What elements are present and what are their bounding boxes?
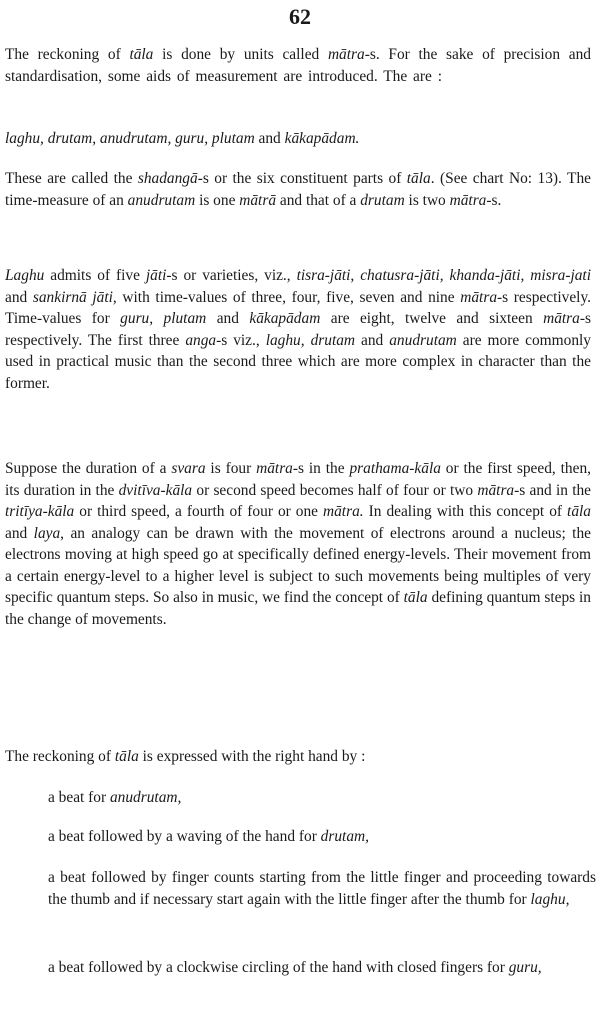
- paragraph-shadanga: [5, 168, 591, 211]
- italic-term: svara: [171, 460, 206, 477]
- italic-term: mātra: [543, 310, 580, 327]
- italic-term: laghu, drutam, anudrutam, guru, plutam: [5, 130, 255, 147]
- italic-term: tāla: [567, 503, 591, 520]
- text-run: , with time-values of three, four, five, seven and nine: [112, 288, 461, 306]
- text-run: is expressed with the right hand by :: [138, 748, 366, 765]
- text-run: -s or varieties, viz.,: [166, 267, 297, 284]
- italic-term: drutam: [360, 191, 405, 209]
- text-run: In dealing with this concept of: [363, 503, 568, 520]
- list-item-guru: [48, 957, 596, 979]
- italic-term: drutam,: [320, 828, 369, 845]
- italic-term: anudrutam: [127, 191, 196, 209]
- text-run: is four: [205, 460, 257, 477]
- italic-term: tāla: [406, 170, 431, 187]
- list-item-drutam: [48, 826, 596, 848]
- page-number: 62: [289, 4, 311, 29]
- italic-term: jāti: [145, 267, 167, 284]
- italic-term: tāla: [114, 748, 139, 765]
- text-run: -s respectively. The first three: [5, 310, 591, 349]
- text-run: -s. For the sake of precision and standardisation, some aids of measurement are introduced. The are :: [5, 46, 591, 85]
- text-run: The reckoning of: [5, 748, 115, 765]
- italic-term: mātrā: [239, 191, 277, 209]
- text-run: and: [355, 331, 390, 349]
- paragraph-tala-units: [5, 44, 591, 87]
- text-run: a beat for: [48, 789, 110, 806]
- text-run: The reckoning of: [5, 46, 130, 63]
- italic-term: tāla: [403, 589, 428, 606]
- italic-term: Laghu: [5, 267, 45, 284]
- text-run: or second speed becomes half of four or two: [192, 481, 478, 499]
- text-run: -s in the: [292, 460, 350, 477]
- text-run: is two: [404, 191, 450, 209]
- italic-term: mātra: [477, 481, 515, 499]
- text-run: or third speed, a fourth of four or one: [74, 503, 323, 520]
- text-run: is done by units called: [153, 46, 328, 63]
- paragraph-reckoning-hand: [5, 746, 591, 768]
- italic-term: kākapādam: [249, 310, 321, 327]
- text-run: and: [254, 130, 285, 147]
- text-run: is one: [195, 191, 240, 209]
- italic-term: prathama-kāla: [349, 460, 441, 477]
- italic-term: laghu,: [530, 891, 570, 908]
- italic-term: sankirnā jāti: [32, 288, 113, 306]
- text-run: a beat followed by a clockwise circling of the hand with closed fingers for: [48, 959, 509, 976]
- text-run: These are called the: [5, 170, 138, 187]
- italic-term: anudrutam: [389, 331, 457, 349]
- italic-term: kākapādam.: [284, 130, 360, 147]
- italic-term: tritīya-kāla: [5, 503, 75, 520]
- paragraph-speeds-analogy: [5, 458, 591, 630]
- italic-term: dvitīva-kāla: [118, 481, 193, 499]
- text-run: -s viz.,: [216, 331, 266, 349]
- italic-term: guru,: [508, 959, 542, 976]
- italic-term: tisra-jāti, chatusra-jāti, khanda-jāti, misra-jati: [296, 267, 591, 284]
- text-run: are more commonly used in practical music than the second three which are more complex in character than the former.: [5, 331, 591, 392]
- list-item-anudrutam: [48, 787, 596, 809]
- italic-term: shadangā: [137, 170, 198, 187]
- text-run: admits of five: [44, 267, 146, 284]
- paragraph-laghu-jati: [5, 265, 591, 394]
- text-run: a beat followed by a waving of the hand for: [48, 828, 321, 845]
- text-run: -s and in the: [514, 481, 591, 499]
- text-run: or the first speed, then, its duration in the: [5, 460, 591, 499]
- italic-term: laya: [33, 524, 61, 542]
- text-run: -s.: [486, 191, 502, 209]
- text-run: a beat followed by finger counts starting from the little finger and proceeding towards the thumb and if necessary start again with the little finger after the thumb for: [48, 869, 596, 908]
- italic-term: mātra: [256, 460, 293, 477]
- text-run: -s respectively. Time-values for: [5, 288, 591, 327]
- italic-term: guru, plutam: [120, 310, 207, 327]
- italic-term: anga: [185, 331, 217, 349]
- text-run: -s or the six constituent parts of: [197, 170, 407, 187]
- text-run: and: [206, 310, 250, 327]
- text-run: , an analogy can be drawn with the movement of electrons around a nucleus; the electrons moving at high speed go at specifically defined energy-levels. Their movement from a certain energy-level to a higher level is subject to such movements being multiples of very specific quantum steps. So also in music, we find the concept of: [5, 524, 591, 606]
- italic-term: mātra: [460, 288, 498, 306]
- italic-term: laghu, drutam: [265, 331, 356, 349]
- list-item-laghu: [48, 867, 596, 911]
- italic-term: mātra: [327, 46, 365, 63]
- text-run: and: [5, 524, 34, 542]
- text-run: and: [5, 288, 33, 306]
- italic-term: anudrutam,: [109, 789, 182, 806]
- paragraph-aids-list: [5, 128, 591, 150]
- text-run: Suppose the duration of a: [5, 460, 172, 477]
- italic-term: mātra.: [323, 503, 364, 520]
- text-run: and that of a: [276, 191, 361, 209]
- text-run: . (See chart No: 13). The time-measure of an: [5, 170, 591, 209]
- text-run: defining quantum steps in the change of movements.: [5, 589, 591, 628]
- italic-term: mātra: [449, 191, 487, 209]
- text-run: are eight, twelve and sixteen: [320, 310, 544, 327]
- italic-term: tāla: [129, 46, 154, 63]
